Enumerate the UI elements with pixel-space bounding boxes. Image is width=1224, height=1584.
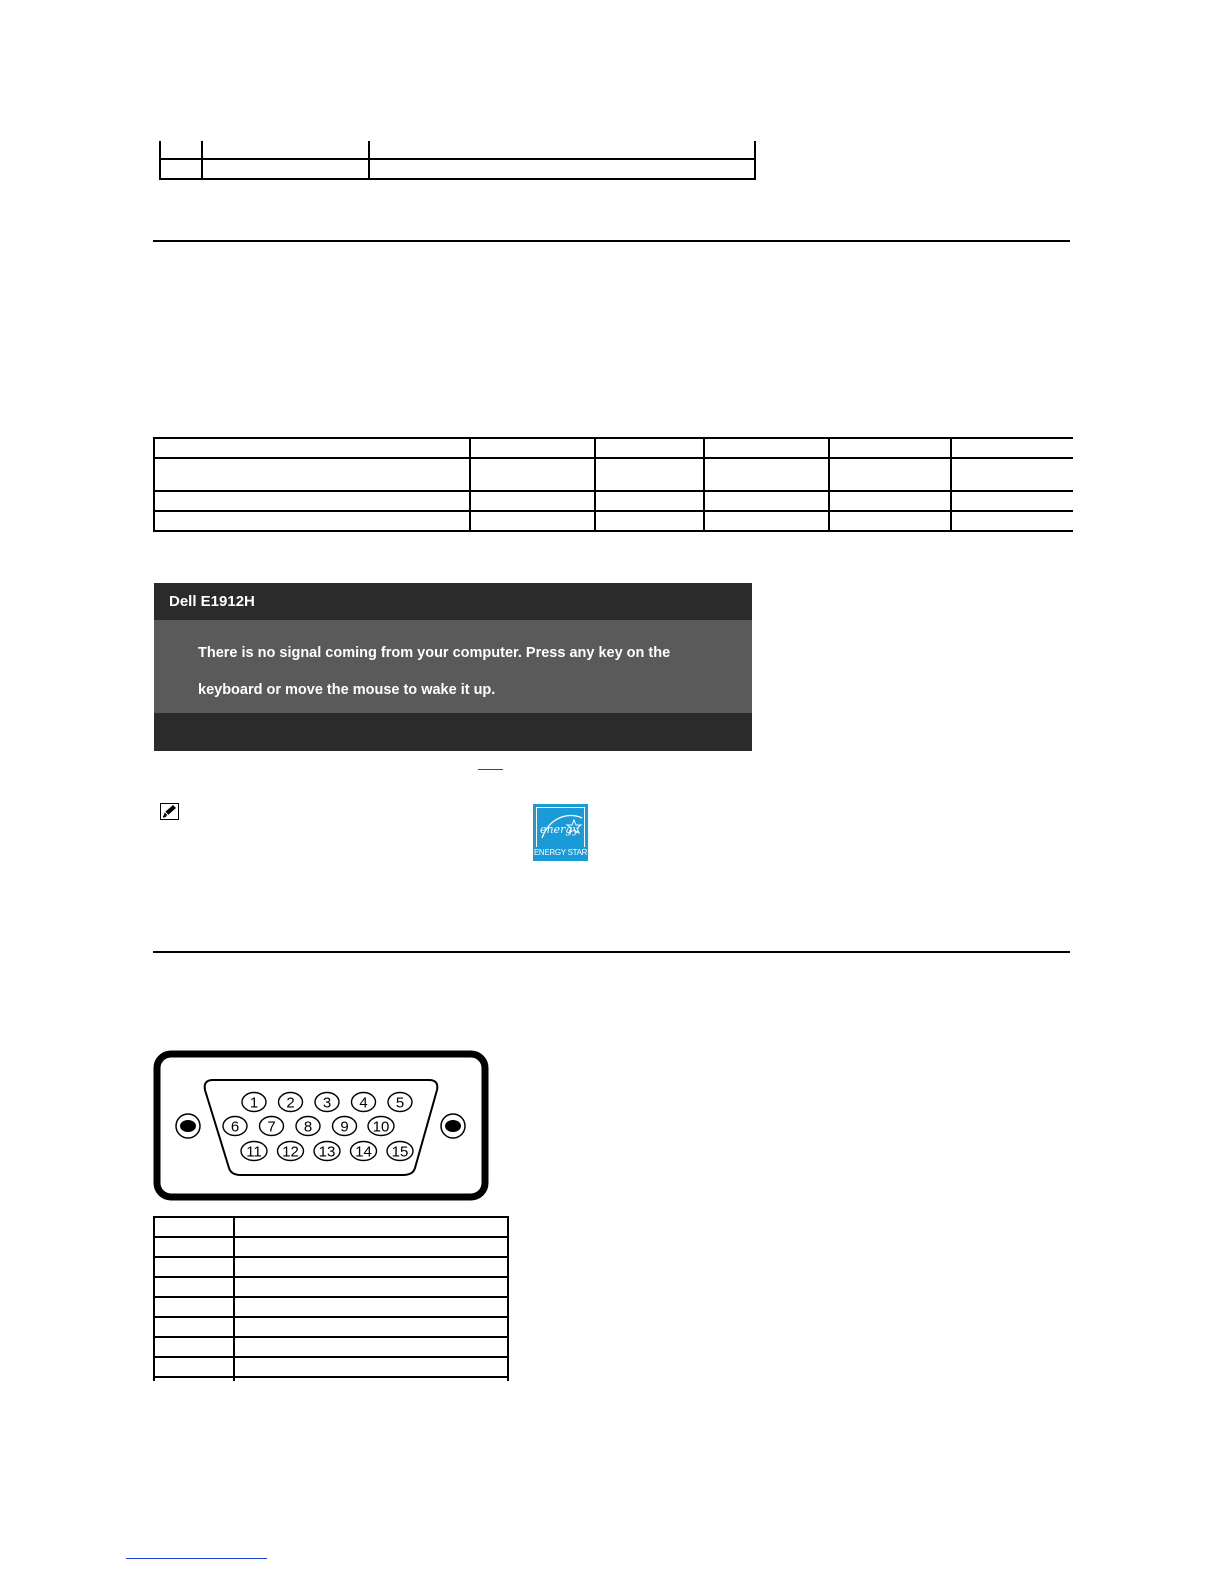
- vga-pin: [368, 1117, 394, 1136]
- vga-pin-number: 6: [230, 1118, 240, 1136]
- inline-link[interactable]: [478, 769, 503, 770]
- vga-pin: [351, 1142, 377, 1161]
- vga-pin-number: 8: [303, 1118, 313, 1136]
- osd-message-panel: [154, 620, 752, 713]
- vga-pin: [241, 1142, 267, 1161]
- vga-pin: [296, 1117, 320, 1136]
- vga-pin: [314, 1142, 340, 1161]
- vga-pin-number: 10: [372, 1118, 390, 1136]
- power-modes-table: [153, 437, 1073, 532]
- vga-pin-number: 13: [318, 1143, 336, 1161]
- vga-pin-number: 11: [246, 1143, 262, 1161]
- osd-message-line-2: keyboard or move the mouse to wake it up.: [198, 682, 496, 698]
- vga-pin-number: 5: [395, 1094, 405, 1112]
- vga-pin: [387, 1142, 413, 1161]
- mounting-hole-right: [441, 1114, 465, 1138]
- energy-star-script: energy: [540, 823, 579, 836]
- vga-pin: [352, 1093, 376, 1112]
- note-pencil-icon: [160, 803, 179, 820]
- vga-pin-number: 3: [322, 1094, 332, 1112]
- energy-star-graphic: [536, 810, 586, 846]
- vga-pin: [242, 1093, 266, 1112]
- vga-pin: [279, 1093, 303, 1112]
- vga-pin: [333, 1117, 357, 1136]
- vga-pin-number: 4: [359, 1094, 368, 1112]
- vga-pin-number: 7: [267, 1118, 276, 1136]
- pin-assignment-table: [153, 1216, 509, 1381]
- footer-link[interactable]: [126, 1558, 267, 1559]
- vga-pin: [278, 1142, 304, 1161]
- vga-pin: [388, 1093, 412, 1112]
- osd-title: Dell E1912H: [169, 593, 255, 610]
- section-divider-2: [153, 951, 1070, 953]
- vga-pin-number: 9: [340, 1118, 349, 1136]
- top-table: [159, 141, 756, 180]
- section-divider: [153, 240, 1070, 242]
- vga-pin-number: 14: [355, 1143, 372, 1161]
- vga-pin-number: 15: [391, 1143, 409, 1161]
- mounting-hole-left: [176, 1114, 200, 1138]
- osd-no-signal-dialog: [154, 583, 752, 751]
- energy-star-label: ENERGY STAR: [533, 848, 588, 857]
- vga-pin: [223, 1117, 247, 1136]
- osd-message: [198, 635, 698, 709]
- vga-pin-number: 12: [282, 1143, 299, 1161]
- energy-star-logo: [533, 804, 588, 861]
- osd-message-line-1: There is no signal coming from your computer. Press any key on the: [198, 645, 671, 661]
- vga-pin-number: 1: [249, 1094, 259, 1112]
- vga-pin: [260, 1117, 284, 1136]
- vga-pin-number: 2: [286, 1094, 295, 1112]
- vga-connector-diagram: [153, 1050, 489, 1201]
- vga-pin: [315, 1093, 339, 1112]
